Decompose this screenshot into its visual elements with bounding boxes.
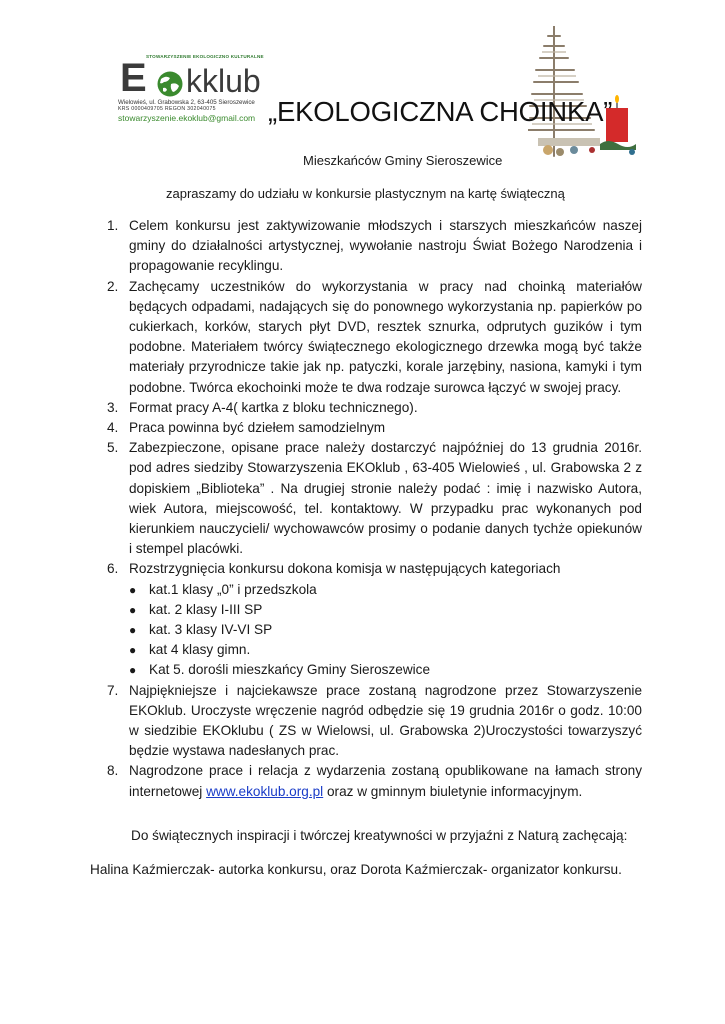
category-text: Kat 5. dorośli mieszkańcy Gminy Sieroszewice [149,662,431,678]
item-number: 1. [107,218,119,233]
list-item [107,277,642,398]
item-text: Format pracy A-4( kartka z bloku technicznego). [129,399,418,415]
logo-word-klub: kklub [186,63,261,99]
list-item [107,559,642,579]
logo-address: Wielowieś, ul. Grabowska 2, 63-405 Sieroszewice [118,99,255,106]
authors-line: Halina Kaźmierczak- autorka konkursu, oraz Dorota Kaźmierczak- organizator konkursu. [90,862,622,877]
bullet-icon: ● [129,663,137,678]
list-item [107,398,642,418]
item-text: Zachęcamy uczestników do wykorzystania w pracy nad choinką materiałów będących odpadami, nadających się do ponownego wykorzystania np. papierków po cukierkach, korków, starych płyt DVD, resztek sznurka, odprutych guzików i tym podobne. Materiałem twórcy świątecznego ekologicznego drzewka mogą być także materiały przyrodnicze takie jak np. patyczki, korale jarzębiny, nasiona, kamyki i tym podobne. Twórca ekochoinki może te dwa rodzaje surowca łączyć w swojej pracy. [129,278,642,395]
logo-email: stowarzyszenie.ekoklub@gmail.com [118,113,256,123]
invitation-line: zapraszamy do udziału w konkursie plastycznym na kartę świąteczną [166,186,565,201]
item-number: 7. [107,682,119,698]
bullet-icon: ● [129,623,137,638]
logo-wordmark [120,58,260,98]
item-text: Zabezpieczone, opisane prace należy dostarczyć najpóźniej do 13 grudnia 2016r. pod adres siedziby Stowarzyszenia EKOklub , 63-405 Wielowieś , ul. Grabowska 2 z dopiskiem „Biblioteka” . Na drugiej stronie należy podać : imię i nazwisko Autora, wiek Autora, miejscowość, tel. kontaktowy. W przypadku prac wykonanych pod kierunkiem nauczycieli/ wychowawców prosimy o podanie danych tychże opiekunów i stempel placówki. [129,440,642,557]
item-number: 5. [107,440,119,456]
closing-line: Do świątecznych inspiracji i twórczej kreatywności w przyjaźni z Naturą zachęcają: [131,828,628,843]
page-title: „EKOLOGICZNA CHOINKA” [268,96,613,127]
category-text: kat. 2 klasy I-III SP [149,601,263,617]
item-text: Rozstrzygnięcia konkursu dokona komisja w następujących kategoriach [129,561,561,577]
item-number: 8. [107,763,119,779]
logo-krs: KRS 0000409705 REGON 302040075 [118,106,216,112]
bullet-icon: ● [129,643,137,658]
category-text: kat 4 klasy gimn. [149,642,251,658]
item-number: 4. [107,420,119,436]
item-number: 2. [107,278,119,294]
item-text: Celem konkursu jest zaktywizowanie młodszych i starszych mieszkańców naszej gminy do działalności artystycznej, wywołanie nastroju Świat Bożego Narodzenia i propagowanie recyklingu. [129,218,642,274]
item-number: 3. [107,399,119,415]
subtitle: Mieszkańców Gminy Sieroszewice [303,153,503,168]
list-item [107,761,642,801]
category-item [107,620,642,640]
item-number: 6. [107,561,119,577]
item-text: Najpiękniejsze i najciekawsze prace zostaną nagrodzone przez Stowarzyszenie EKOklub. Uroczyste wręczenie nagród odbędzie się 19 grudnia 2016r o godz. 10:00 w siedzibie EKOklubu ( ZS w Wielowsi, ul. Grabowska 2)Uroczystości towarzyszyć będzie wystawa nadesłanych prac. [129,682,642,759]
category-text: kat. 3 klasy IV-VI SP [149,622,273,638]
logo-tagline: STOWARZYSZENIE EKOLOGICZNO KULTURALNE [146,54,264,59]
category-text: kat.1 klasy „0” i przedszkola [149,581,317,597]
list-item [107,216,642,277]
list-item [107,418,642,438]
category-item [107,600,642,620]
category-item [107,640,642,660]
bullet-icon: ● [129,602,137,617]
list-item [107,438,642,559]
category-item [107,660,642,680]
item-text: Praca powinna być dziełem samodzielnym [129,420,386,436]
list-item [107,681,642,762]
logo-letter-e: E [120,56,147,100]
globe-icon [156,70,184,98]
bullet-icon: ● [129,582,137,597]
ekoklub-logo [118,54,288,126]
item-text: Nagrodzone prace i relacja z wydarzenia zostaną opublikowane na łamach strony internetowej www.ekoklub.org.pl oraz w gminnym biuletynie informacyjnym. [129,763,642,799]
rules-list [107,216,642,802]
category-item [107,580,642,600]
website-link[interactable]: www.ekoklub.org.pl [206,783,324,799]
